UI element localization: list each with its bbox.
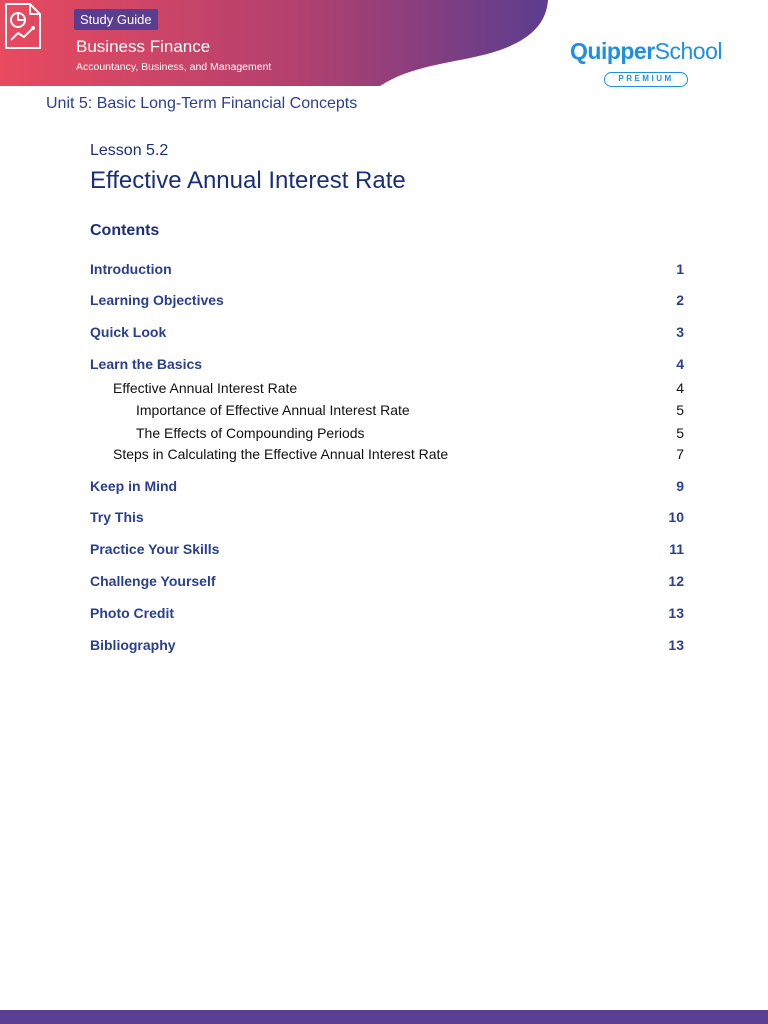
toc-entry-label: Challenge Yourself <box>90 573 216 589</box>
lesson-number: Lesson 5.2 <box>90 142 169 159</box>
toc-entry[interactable] <box>90 324 684 344</box>
toc-page-number: 3 <box>676 324 684 340</box>
logo-brand-bold: Quipper <box>570 38 655 64</box>
toc-page-number: 13 <box>668 605 684 621</box>
toc-entry-label: Photo Credit <box>90 605 174 621</box>
toc-page-number: 2 <box>676 292 684 308</box>
toc-entry[interactable] <box>90 573 684 593</box>
toc-entry[interactable] <box>90 478 684 498</box>
toc-entry[interactable] <box>90 541 684 561</box>
toc-page-number: 4 <box>676 356 684 372</box>
course-subtitle: Accountancy, Business, and Management <box>76 61 272 73</box>
toc-entry-label: Steps in Calculating the Effective Annual Interest Rate <box>113 446 449 462</box>
toc-subentry[interactable] <box>90 425 684 445</box>
toc-subentry[interactable] <box>90 402 684 422</box>
toc-entry[interactable] <box>90 292 684 312</box>
toc-page-number: 5 <box>676 402 684 418</box>
toc-page-number: 12 <box>668 573 684 589</box>
toc-entry-label: Introduction <box>90 261 172 277</box>
toc-entry[interactable] <box>90 509 684 529</box>
contents-heading: Contents <box>90 222 160 239</box>
toc-entry[interactable] <box>90 356 684 376</box>
toc-entry-label: Learning Objectives <box>90 292 224 308</box>
toc-subentry[interactable] <box>90 380 684 400</box>
toc-entry-label: Importance of Effective Annual Interest Rate <box>136 402 410 418</box>
logo-wordmark <box>570 38 730 65</box>
toc-page-number: 11 <box>669 541 684 557</box>
lesson-title: Effective Annual Interest Rate <box>90 167 406 194</box>
toc-page-number: 1 <box>676 261 684 277</box>
toc-entry[interactable] <box>90 605 684 625</box>
unit-heading: Unit 5: Basic Long-Term Financial Concepts <box>46 95 358 112</box>
study-guide-badge: Study Guide <box>74 9 158 30</box>
toc-entry-label: Practice Your Skills <box>90 541 220 557</box>
toc-entry-label: Bibliography <box>90 637 176 653</box>
footer-bar <box>0 1010 768 1024</box>
toc-entry[interactable] <box>90 261 684 281</box>
quipper-school-logo <box>570 38 730 83</box>
toc-subentry[interactable] <box>90 446 684 466</box>
finance-document-icon <box>0 0 50 52</box>
toc-entry-label: Effective Annual Interest Rate <box>113 380 298 396</box>
toc-entry-label: Try This <box>90 509 144 525</box>
logo-brand-regular: School <box>654 38 722 64</box>
toc-page-number: 10 <box>668 509 684 525</box>
toc-entry-label: The Effects of Compounding Periods <box>136 425 365 441</box>
toc-page-number: 5 <box>676 425 684 441</box>
premium-tier-badge: PREMIUM <box>604 72 688 87</box>
toc-page-number: 9 <box>676 478 684 494</box>
header-banner <box>0 0 560 88</box>
toc-page-number: 7 <box>676 446 684 462</box>
toc-entry-label: Keep in Mind <box>90 478 178 494</box>
toc-entry[interactable] <box>90 637 684 657</box>
course-title: Business Finance <box>76 37 211 56</box>
toc-page-number: 13 <box>668 637 684 653</box>
toc-entry-label: Quick Look <box>90 324 167 340</box>
toc-page-number: 4 <box>676 380 684 396</box>
toc-entry-label: Learn the Basics <box>90 356 203 372</box>
